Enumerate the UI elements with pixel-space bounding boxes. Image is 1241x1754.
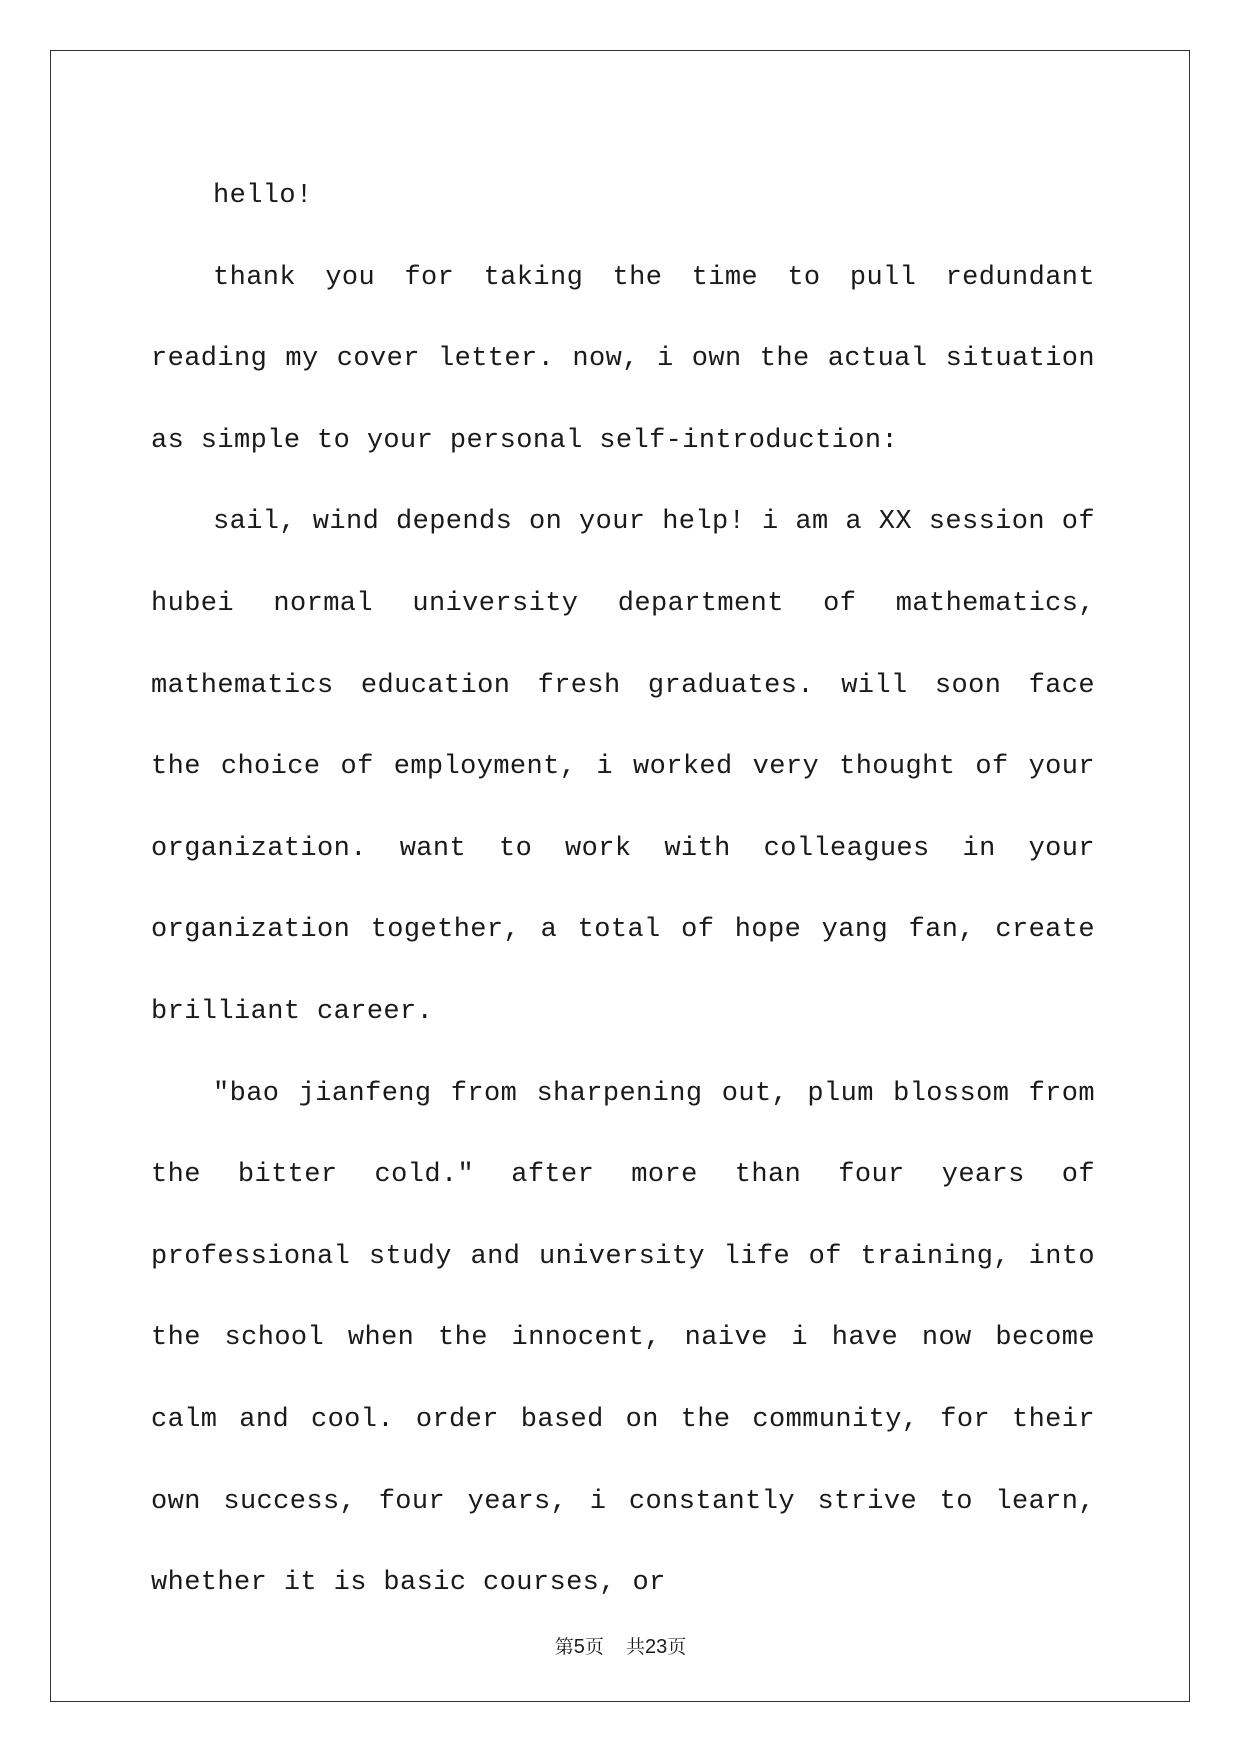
greeting-paragraph: hello! — [213, 181, 313, 211]
total-prefix: 共 — [625, 1636, 645, 1658]
document-body — [151, 156, 1095, 1625]
intro-paragraph: thank you for taking the time to pull redundant reading my cover letter. now, i own the actual situation as simple to your personal self-introduction: — [151, 262, 1095, 456]
total-pages: 23 — [644, 1636, 668, 1658]
page-footer — [0, 1632, 1241, 1659]
page-suffix: 页 — [584, 1636, 604, 1658]
page-number: 5 — [573, 1636, 585, 1658]
total-suffix: 页 — [667, 1636, 687, 1658]
background-paragraph: sail, wind depends on your help! i am a XX session of hubei normal university department of mathematics, mathematics education fresh graduates. will soon face the choice of employment, i worked very thought of your organization. want to work with colleagues in your organization together, a total of hope yang fan, create brilliant career. — [151, 507, 1095, 1027]
study-paragraph: "bao jianfeng from sharpening out, plum blossom from the bitter cold." after more than four years of professional study and university life of training, into the school when the innocent, naive i have now become calm and cool. order based on the community, for their own success, four years, i constantly strive to learn, whether it is basic courses, or — [151, 1078, 1095, 1599]
page-prefix: 第 — [554, 1636, 574, 1658]
